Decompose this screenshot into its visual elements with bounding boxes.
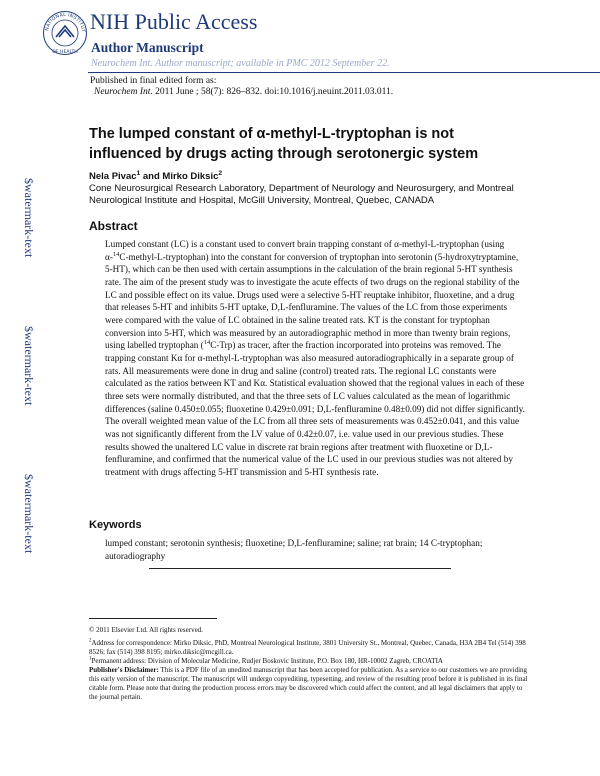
citation-block — [90, 76, 393, 98]
abstract-text: Lumped constant (LC) is a constant used to convert brain trapping constant of α-methyl-L-tryptophan (using α- — [105, 239, 505, 262]
isotope-superscript: 14 — [203, 339, 211, 347]
sidebar-watermark: $watermark-text — [22, 178, 36, 258]
footnote-marker: 2 — [89, 638, 92, 644]
footnote-correspondence — [89, 639, 529, 657]
abstract-body — [105, 238, 525, 478]
citation-journal: Neurochem Int. — [94, 87, 153, 97]
keywords-list: lumped constant; serotonin synthesis; fluoxetine; D,L-fenfluramine; saline; rat brain; 14 C-tryptophan; autoradiography — [105, 538, 483, 561]
publication-note: Neurochem Int. Author manuscript; available in PMC 2012 September 22. — [91, 58, 390, 69]
sidebar-watermark: $watermark-text — [22, 474, 36, 554]
author-separator: and — [140, 171, 163, 182]
abstract-text: C-methyl-L-tryptophan) into the constant for conversion of tryptophan into serotonin (5-hydroxytryptamine, 5-HT), which can be then used with certain assumptions in the calculation of the brain regional 5-HT synthesis rate. The aim of the present study was to investigate the acute effects of two drugs on the regional stability of the LC and possible effect on its value. Drugs used were a selective 5-HT reuptake inhibitor, fluoxetine, and a drug that releases 5-HT and inhibits 5-HT uptake, D,L-fenfluramine. The values of the LC from those experiments were compared with the value of LC obtained in the saline treated rats. KT is the constant for tryptophan conversion into 5-HT, which was measured by an autoradiographic method in more than twenty brain regions, using labelled tryptophan ( — [105, 251, 520, 351]
footnote-text: Address for correspondence: Mirko Diksic, PhD, Montreal Neurological Institute, 3801 University St., Montreal, Quebec, Canada, H3A 2B4 Tel (514) 398 8526; fax (514) 398 8195; mirko.diksic@mcgill.ca. — [89, 639, 526, 656]
disclaimer-text: This is a PDF file of an unedited manuscript that has been accepted for publication. As a service to our customers we are providing this early version of the manuscript. The manuscript will undergo copyediting, typesetting, and review of the resulting proof before it is published in its final citable form. Please note that during the production process errors may be discovered which could affect the content, and all legal disclaimers that apply to the journal pertain. — [89, 666, 528, 701]
footnotes — [89, 626, 529, 702]
author-name: Nela Pivac — [89, 171, 137, 182]
author-manuscript-label: Author Manuscript — [91, 40, 204, 55]
header-divider — [88, 72, 600, 73]
nih-seal-logo — [42, 10, 88, 56]
sidebar-watermark: $watermark-text — [22, 326, 36, 406]
affiliation: Cone Neurosurgical Research Laboratory, Department of Neurology and Neurosurgery, and Montreal Neurological Institute and Hospital, McGill University, Montreal, Quebec, CANADA — [89, 183, 514, 206]
footnote-marker: 1 — [89, 656, 92, 662]
disclaimer-label: Publisher's Disclaimer: — [89, 666, 159, 674]
author-line — [89, 171, 222, 182]
keywords-heading: Keywords — [89, 519, 142, 531]
abstract-text: C-Trp) as tracer, after the fraction incorporated into proteins was removed. The trapping constant Kα for α-methyl-L-tryptophan was also measured autoradiographically in a separate group of rats. All measurements were done in drug and saline (control) treated rats. The regional LC constants were calculated as the ratios between KT and Kα. Statistical evaluation showed that the regional values in each of these three sets were normally distributed, and that the three sets of LC values calculated as the mean of logarithmic differences (saline 0.450±0.055; fluoxetine 0.429±0.091; D,L-fenfluramine 0.48±0.09) did not differ significantly. The overall weighted mean value of the LC from all three sets of measurements was 0.452±0.041, and this value was not significantly different from the LV value of 0.42±0.07, i.e. value used in our previous studies. These results showed the unaltered LC value in discrete rat brain regions after treatment with fluoxetine or D,L-fenfluramine, and confirmed that the numerical value of the LC used in our previous studies was not altered by treatment with drugs affecting 5-HT transmission and 5-HT synthesis rate. — [105, 340, 525, 477]
publisher-disclaimer — [89, 666, 529, 702]
footnote-permanent-address — [89, 657, 529, 666]
keywords-divider — [149, 568, 451, 569]
svg-text:OF HEALTH: OF HEALTH — [52, 50, 78, 55]
footnote-text: Permanent address: Division of Molecular Medicine, Rudjer Boskovic Institute, P.O. Box 180, HR-10002 Zagreb, CROATIA — [91, 657, 443, 665]
nih-public-access-title: NIH Public Access — [90, 9, 258, 34]
isotope-superscript: 14 — [112, 250, 120, 258]
citation-details — [90, 87, 393, 98]
article-title: The lumped constant of α-methyl-L-tryptophan is not influenced by drugs acting through serotonergic system — [89, 126, 479, 162]
author-affil-marker: 2 — [218, 169, 223, 177]
footnote-divider — [89, 618, 217, 619]
citation-volume: 2011 June ; 58(7): 826–832. doi:10.1016/j.neuint.2011.03.011. — [155, 87, 394, 97]
svg-text:NATIONAL INSTITUTES: NATIONAL INSTITUT — [45, 12, 86, 33]
abstract-heading: Abstract — [89, 219, 138, 233]
author-affil-marker: 1 — [136, 169, 141, 177]
author-name: Mirko Diksic — [162, 171, 219, 182]
copyright-notice: © 2011 Elsevier Ltd. All rights reserved. — [89, 626, 203, 634]
citation-label: Published in final edited form as: — [90, 76, 217, 86]
